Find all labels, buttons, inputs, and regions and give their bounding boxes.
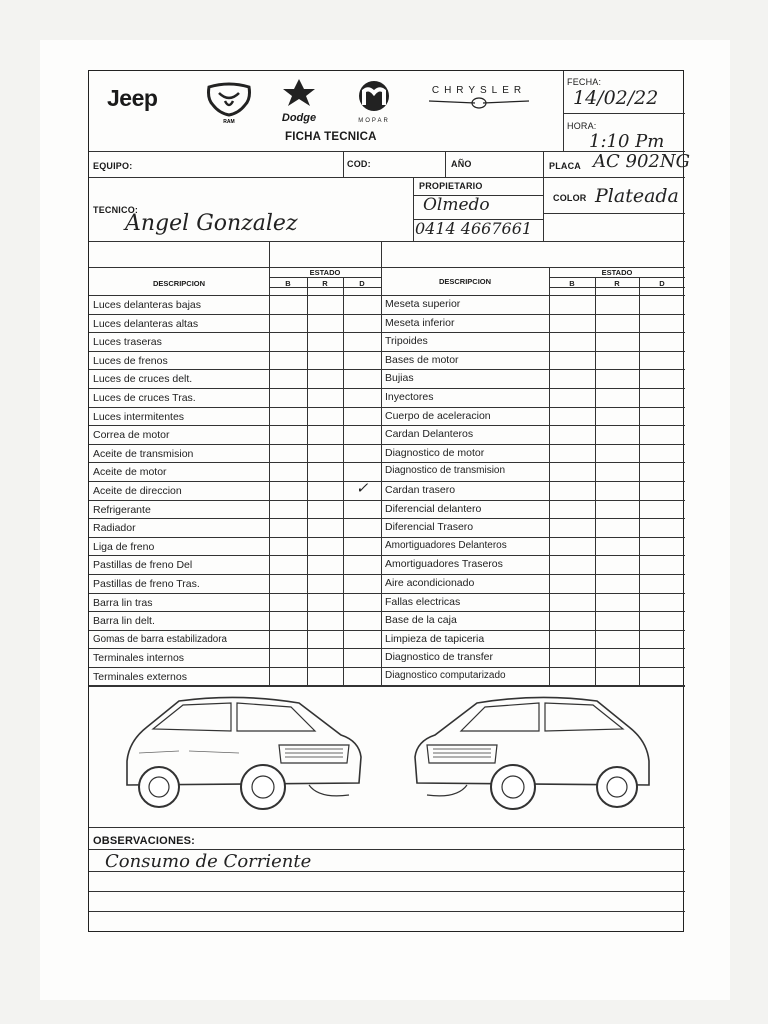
table-row-right: Diagnostico computarizado <box>385 670 506 681</box>
table-row-left: Aceite de transmision <box>93 447 194 460</box>
color-label: COLOR <box>553 193 587 203</box>
fecha-label: FECHA: <box>567 77 602 87</box>
table-row-right: Meseta superior <box>385 298 461 310</box>
placa-value: AC 902NG <box>593 151 690 172</box>
fecha-value: 14/02/22 <box>573 87 659 109</box>
table-row-left: Luces delanteras altas <box>93 317 199 330</box>
table-row-right: Limpieza de tapiceria <box>385 632 485 645</box>
table-row-right: Tripoides <box>385 335 428 348</box>
hora-label: HORA: <box>567 121 597 131</box>
table-row-left: Luces delanteras bajas <box>93 299 201 311</box>
car-rear-view-drawing <box>119 691 369 821</box>
table-row-left: Luces traseras <box>93 336 162 349</box>
placa-label: PLACA <box>549 161 581 171</box>
table-row-right: Amortiguadores Delanteros <box>385 539 507 551</box>
observaciones-text: Consumo de Corriente <box>105 851 312 872</box>
table-row-right: Aire acondicionado <box>385 577 475 589</box>
estado-col-right-r: R <box>614 279 620 288</box>
table-row-left: Luces de cruces delt. <box>93 373 193 386</box>
desc-header-left: DESCRIPCION <box>152 279 206 288</box>
table-row-right: Fallas electricas <box>385 595 461 608</box>
tecnico-value: Angel Gonzalez <box>125 211 298 236</box>
table-row-right: Diagnostico de transfer <box>385 651 493 664</box>
mopar-logo <box>347 79 401 125</box>
desc-header-right: DESCRIPCION <box>438 277 492 286</box>
check-mark: ✓ <box>355 479 369 497</box>
table-row-left: Gomas de barra estabilizadora <box>93 633 227 645</box>
table-row-right: Amortiguadores Traseros <box>385 558 503 571</box>
table-row-right: Inyectores <box>385 391 434 403</box>
estado-col-left-d: D <box>359 279 365 288</box>
table-row-left: Barra lin tras <box>93 596 153 609</box>
estado-col-right-d: D <box>659 279 665 288</box>
table-row-left: Pastillas de freno Del <box>93 559 193 572</box>
chrysler-logo-text: CHRYSLER <box>431 85 527 96</box>
observaciones-label: OBSERVACIONES: <box>93 835 196 847</box>
table-row-left: Refrigerante <box>93 503 151 516</box>
table-row-left: Luces de frenos <box>93 354 168 367</box>
table-row-right: Base de la caja <box>385 614 457 627</box>
table-row-left: Correa de motor <box>93 429 170 442</box>
table-row-left: Barra lin delt. <box>93 615 155 628</box>
table-row-right: Diferencial Trasero <box>385 521 474 534</box>
ram-logo-text: RAM <box>223 119 235 125</box>
mopar-logo-text: MOPAR <box>358 118 390 124</box>
estado-header-right: ESTADO <box>601 268 633 277</box>
table-row-left: Luces de cruces Tras. <box>93 392 196 404</box>
table-row-right: Cardan trasero <box>385 484 456 496</box>
estado-header-left: ESTADO <box>309 268 341 277</box>
color-value: Plateada <box>595 185 679 207</box>
dodge-logo-text: Dodge <box>281 112 317 124</box>
chrysler-logo <box>419 85 539 115</box>
table-row-left: Terminales externos <box>93 671 187 683</box>
table-row-right: Cuerpo de aceleracion <box>385 409 491 422</box>
estado-col-left-r: R <box>322 279 328 288</box>
car-front-view-drawing <box>407 691 657 821</box>
table-row-right: Diferencial delantero <box>385 502 482 515</box>
table-row-right: Cardan Delanteros <box>385 428 474 441</box>
table-row-right: Bujias <box>385 372 414 385</box>
estado-col-right-b: B <box>569 279 575 288</box>
hora-value: 1:10 Pm <box>589 131 665 152</box>
table-row-left: Liga de freno <box>93 540 155 553</box>
propietario-name: Olmedo <box>423 195 490 215</box>
table-row-right: Bases de motor <box>385 353 459 366</box>
cod-label: COD: <box>347 159 371 169</box>
form-title: FICHA TECNICA <box>285 131 377 143</box>
form-frame <box>88 70 690 932</box>
table-row-right: Meseta inferior <box>385 316 455 329</box>
table-row-left: Radiador <box>93 522 136 535</box>
propietario-label: PROPIETARIO <box>419 181 483 191</box>
table-row-left: Terminales internos <box>93 652 185 665</box>
table-row-left: Pastillas de freno Tras. <box>93 578 200 590</box>
propietario-phone: 0414 4667661 <box>415 219 533 238</box>
table-row-right: Diagnostico de motor <box>385 446 485 459</box>
dodge-logo <box>271 77 327 123</box>
brand-jeep: Jeep <box>107 85 158 111</box>
estado-col-left-b: B <box>285 279 291 288</box>
tecnico-label: TECNICO: <box>93 205 139 215</box>
table-row-left: Luces intermitentes <box>93 410 185 423</box>
table-row-right: Diagnostico de transmision <box>385 465 506 477</box>
ram-logo <box>205 81 253 125</box>
equipo-label: EQUIPO: <box>93 161 133 171</box>
table-row-left: Aceite de direccion <box>93 485 182 497</box>
table-row-left: Aceite de motor <box>93 466 167 479</box>
ano-label: AÑO <box>451 159 472 169</box>
